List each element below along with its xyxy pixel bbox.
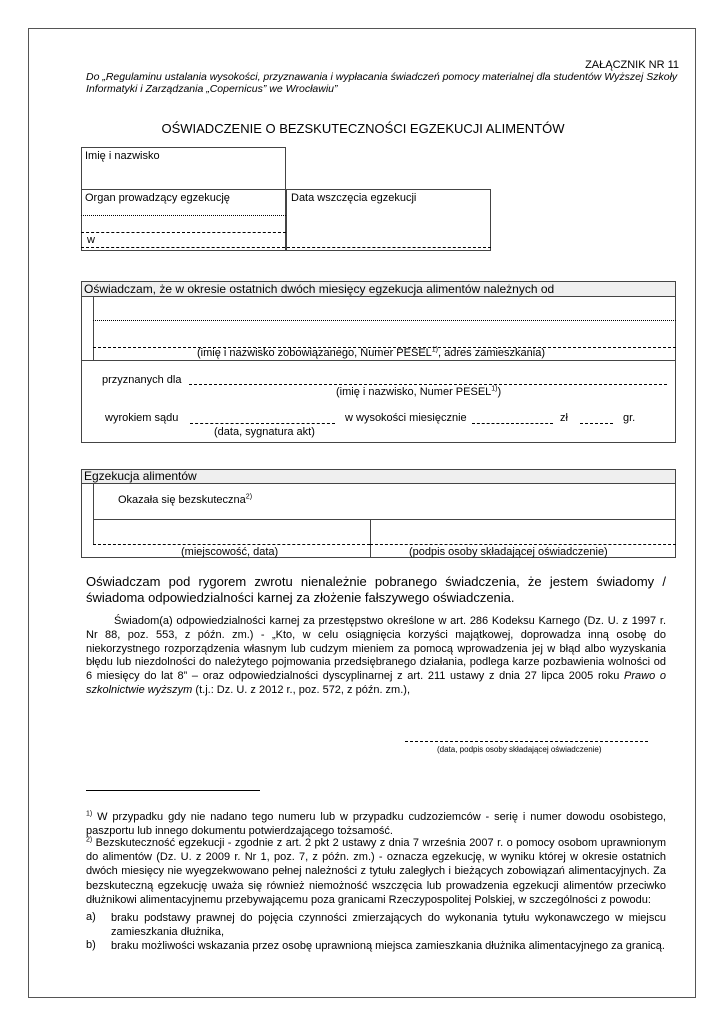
signature-caption: (podpis osoby składającej oświadczenie)	[409, 546, 608, 558]
form-page	[28, 28, 696, 998]
granted-caption: (imię i nazwisko, Numer PESEL$^{1)}$)	[336, 385, 502, 398]
regulation-line-1: Do „Regulaminu ustalania wysokości, przyznawania i wypłacania świadczeń pomocy materialnej dla studentów Wyższej Szkoły	[86, 71, 678, 83]
footnote-2: $^{2)}$ Bezskuteczność egzekucji - zgodnie z art. 2 pkt 2 ustawy z dnia 7 września 2007 r. o pomocy osobom uprawnionym do alimentów (Dz. U. z 2009 r. Nr 1, poz. 7, z późn. zm.) - oznacza egzekucję, w wyniku której w okresie ostatnich dwóch miesięcy nie wyegzekwowano pełnej należności z tytułu zaległych i bieżących zobowiązań alimentacyjnych. Za bezskuteczną egzekucję uważa się również niemożność wszczęcia lub prowadzenia egzekucji alimentów przeciwko dłużnikowi alimentacyjnemu przebywającemu poza granicami Rzeczypospolitej Polskiej, w szczególności z powodu:	[86, 836, 666, 906]
zl-label: zł	[560, 412, 568, 424]
name-label: Imię i nazwisko	[85, 150, 160, 162]
regulation-line-2: Informatyki i Zarządzania „Copernicus” we Wrocławiu”	[86, 83, 338, 95]
footnote-item-a-label: a)	[86, 911, 96, 923]
page-title: OŚWIADCZENIE O BEZSKUTECZNOŚCI EGZEKUCJI ALIMENTÓW	[161, 121, 565, 136]
footnote-separator	[86, 790, 260, 791]
w-input-line[interactable]	[81, 247, 491, 248]
granted-input-line[interactable]	[189, 384, 667, 385]
footnote-item-a: braku podstawy prawnej do pojęcia czynności zmierzających do wykonania tytułu wykonawczego w miejscu zamieszkania dłużnika,	[111, 912, 666, 938]
debtor-caption: (imię i nazwisko zobowiązanego, Numer PESEL$^{1)}$, adres zamieszkania)	[197, 346, 546, 359]
section-debtor-heading: Oświadczam, że w okresie ostatnich dwóch miesięcy egzekucja alimentów należnych od	[82, 282, 675, 296]
monthly-label: w wysokości miesięcznie	[345, 412, 467, 424]
divider	[81, 296, 676, 297]
footnote-item-b-label: b)	[86, 939, 96, 951]
divider	[81, 360, 676, 361]
court-label: wyrokiem sądu	[105, 412, 179, 424]
organ-input-line-2[interactable]	[81, 232, 286, 233]
footnote-item-b: braku możliwości wskazania przez osobę uprawnioną miejsca zamieszkania dłużnika alimentacyjnego za granicą.	[111, 940, 665, 952]
amount-gr-input[interactable]	[580, 423, 613, 424]
organ-label: Organ prowadzący egzekucję	[85, 192, 230, 204]
divider	[93, 483, 94, 545]
place-date-input[interactable]	[93, 544, 370, 545]
court-input-line[interactable]	[190, 423, 335, 424]
ineffective-label: Okazała się bezskuteczna$^{2)}$	[118, 493, 253, 506]
final-signature-line[interactable]	[405, 741, 648, 742]
divider	[81, 189, 286, 190]
signature-input[interactable]	[370, 544, 676, 545]
section-enforcement-heading: Egzekucja alimentów	[82, 470, 675, 483]
granted-for-label: przyznanych dla	[102, 374, 182, 386]
date-label: Data wszczęcia egzekucji	[291, 192, 417, 204]
divider	[93, 519, 676, 520]
organ-input-line[interactable]	[81, 215, 286, 216]
place-date-caption: (miejscowość, data)	[181, 546, 279, 558]
debtor-input-line-1[interactable]	[93, 320, 676, 321]
awareness-text: Świadom(a) odpowiedzialności karnej za przestępstwo określone w art. 286 Kodeksu Karnego (Dz. U. z 1997 r. Nr 88, poz. 553, z późn. zm.) - „Kto, w celu osiągnięcia korzyści majątkowej, doprowadza inną osobę do niekorzystnego rozporządzenia własnym lub cudzym mieniem za pomocą wprowadzenia jej w błąd albo wyzyskania błędu lub niezdolności do należytego pojmowania przedsiębranego działania, podlega karze pozbawienia wolności od 6 miesięcy do lat 8” – oraz odpowiedzialności dyscyplinarnej z art. 211 ustawy z dnia 27 lipca 2005 roku Prawo o szkolnictwie wyższym (t.j.: Dz. U. z 2012 r., poz. 572, z późn. zm.),	[86, 615, 666, 696]
final-signature-caption: (data, podpis osoby składającej oświadczenie)	[437, 745, 602, 754]
divider	[81, 483, 676, 484]
amount-zl-input[interactable]	[472, 423, 553, 424]
declaration-text: Oświadczam pod rygorem zwrotu nienależnie pobranego świadczenia, że jestem świadomy / świadoma odpowiedzialności karnej za złożenie fałszywego oświadczenia.	[86, 574, 666, 605]
attachment-number: ZAŁĄCZNIK NR 11	[585, 59, 679, 71]
divider	[93, 296, 94, 360]
divider	[370, 519, 371, 558]
gr-label: gr.	[623, 412, 636, 424]
court-caption: (data, sygnatura akt)	[214, 426, 315, 438]
w-label: w	[87, 234, 95, 246]
footnote-1: $^{1)}$ W przypadku gdy nie nadano tego numeru lub w przypadku cudzoziemców - serię i numer dowodu osobistego, paszportu lub innego dokumentu potwierdzającego tożsamość.	[86, 810, 666, 837]
